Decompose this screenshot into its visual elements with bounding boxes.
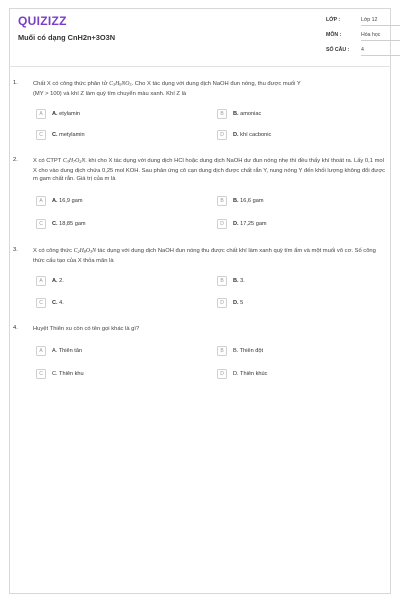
option-letter-box: D bbox=[217, 219, 227, 229]
option-letter-box: C bbox=[36, 219, 46, 229]
worksheet-title: Muối có dạng CnH2n+3O3N bbox=[18, 33, 116, 42]
option-letter-box: D bbox=[217, 130, 227, 140]
question-number: 2. bbox=[13, 157, 18, 163]
option-letter-box: B bbox=[217, 276, 227, 286]
option-letter-box: A bbox=[36, 276, 46, 286]
question-text: Chất X có công thức phân tử $C_3H_9NO_3$. Cho X tác dụng với dung dịch NaOH đun nóng, thu được muối Y (MY > 100) và khí Z làm quỳ tím chuyển màu xanh. Khí Z là bbox=[33, 81, 301, 97]
formula: $C_2H_8O_3N$ bbox=[73, 248, 97, 254]
meta-count-label: SỐ CÂU : bbox=[326, 47, 350, 53]
meta-class-value: Lớp 12 bbox=[361, 17, 400, 26]
meta-count-value: 4 bbox=[361, 47, 400, 56]
formula: $C_3H_7O_2N$ bbox=[62, 158, 86, 164]
option-letter-box: B bbox=[217, 109, 227, 119]
option-letter-box: C bbox=[36, 298, 46, 308]
option-letter-box: A bbox=[36, 196, 46, 206]
option-letter-box: B bbox=[217, 346, 227, 356]
option-letter-box: C bbox=[36, 369, 46, 379]
option-letter-box: A bbox=[36, 346, 46, 356]
option-letter-box: D bbox=[217, 298, 227, 308]
question-number: 3. bbox=[13, 247, 18, 253]
quizizz-logo: QUIZIZZ bbox=[18, 14, 67, 28]
option-letter-box: C bbox=[36, 130, 46, 140]
question-number: 1. bbox=[13, 80, 18, 86]
question-text: X có công thức $C_2H_8O_3N$ tác dụng với dung dịch NaOH đun nóng thu được chất khí làm xanh quỳ tím ẩm và một muối vô cơ. Số công thức cấu tạo của X thỏa mãn là bbox=[33, 248, 376, 264]
question-text: Huyệt Thiên xu còn có tên gọi khác là gì? bbox=[33, 326, 140, 332]
worksheet-page: QUIZIZZ Muối có dạng CnH2n+3O3N LỚP : Lớp 12 MÔN : Hóa học SỐ CÂU : 4 1. Chất X có công thức phân tử $C_3H_9NO_3$. Cho X tác dụng với dung dịch NaOH đun nóng, thu được muối Y (MY > 100) và khí Z làm quỳ tím chuyển màu xanh. Khí Z là A A. etylamin B B. amoniac C C. metylamin D D. khí cacbonic 2. X có CTPT $C_3H_7O_2N$. khi cho X tác dụng với dung dịch HCl hoặc dung dịch NaOH dư đun nóng nhẹ thì đều thấy khí thoát ra. Lấy 0,1 mol X cho vào dung dịch chứa 0,25 mol KOH. Sau phản ứng cô cạn dung dịch được chất rắn Y, nung nóng Y đến khối lượng không đổi được m gam chất rắn. Giá trị của m là A A. 16,9 gam B B. 16,6 gam C C. 18,85 gam D D. 17,25 gam 3. X có công thức $C_2H_8O_3N$ tác dụng với dung dịch NaOH đun nóng thu được chất khí làm xanh quỳ tím ẩm và một muối vô cơ. Số công thức cấu tạo của X thỏa mãn là A A. 2. B B. 3. C C. 4. D D. 5 4. Huyệt Thiên xu còn có tên gọi khác là gì? A A. Thiên tân B B. Thiên đột C C. Thiên khu D D. Thiên khúc bbox=[0, 0, 400, 600]
option-letter-box: B bbox=[217, 196, 227, 206]
meta-class-label: LỚP : bbox=[326, 17, 341, 23]
option-letter-box: D bbox=[217, 369, 227, 379]
formula: $C_3H_9NO_3$ bbox=[109, 81, 132, 87]
meta-subject-value: Hóa học bbox=[361, 32, 400, 41]
meta-subject-label: MÔN : bbox=[326, 32, 342, 38]
question-number: 4. bbox=[13, 325, 18, 331]
question-text: X có CTPT $C_3H_7O_2N$. khi cho X tác dụng với dung dịch HCl hoặc dung dịch NaOH dư đun nóng nhẹ thì đều thấy khí thoát ra. Lấy 0,1 mol X cho vào dung dịch chứa 0,25 mol KOH. Sau phản ứng cô cạn dung dịch được chất rắn Y, nung nóng Y đến khối lượng không đổi được m gam chất rắn. Giá trị của m là bbox=[33, 158, 386, 183]
header-divider bbox=[9, 66, 391, 67]
option-letter-box: A bbox=[36, 109, 46, 119]
